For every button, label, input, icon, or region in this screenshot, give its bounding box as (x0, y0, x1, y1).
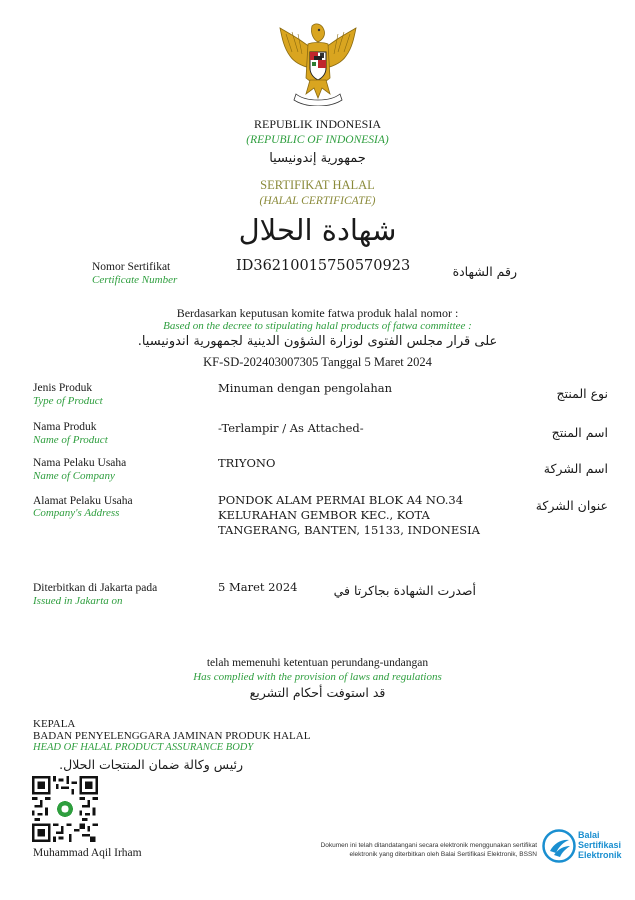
company-address-label-ar: عنوان الشركة (535, 498, 608, 513)
bsre-logo-text (578, 830, 622, 860)
decree-text: Berdasarkan keputusan komite fatwa produk halal nomor : (176, 306, 459, 320)
product-type-label-ar: نوع المنتج (556, 386, 608, 401)
bsre-text-line-2: Sertifikasi (578, 840, 622, 850)
issued-date: 5 Maret 2024 (218, 580, 298, 594)
signatory-title-en: HEAD OF HALAL PRODUCT ASSURANCE BODY (33, 742, 254, 753)
product-type-label: Jenis Produk (33, 382, 93, 394)
company-address-label-en: Company's Address (33, 507, 120, 519)
country-name: REPUBLIK INDONESIA (254, 117, 381, 131)
product-name-value: -Terlampir / As Attached- (218, 421, 364, 435)
company-name-label: Nama Pelaku Usaha (33, 457, 127, 469)
e-signature-note-line-1: Dokumen ini telah ditandatangani secara elektronik menggunakan sertifikat (320, 842, 537, 849)
decree-text-en: Based on the decree to stipulating halal products of fatwa committee : (163, 320, 472, 332)
bsre-text-line-1: Balai (578, 830, 600, 840)
garuda-emblem-icon (272, 22, 364, 106)
certificate-number-label-en: Certificate Number (92, 274, 178, 286)
certificate-title-ar: شهادة الحلال (238, 213, 397, 247)
bsre-text-line-3: Elektronik (578, 850, 622, 860)
e-signature-note-line-2: elektronik yang diterbitkan oleh Balai Sertifikasi Elektronik, BSSN (349, 851, 537, 858)
product-type-label-en: Type of Product (33, 395, 103, 407)
signatory-title-2: BADAN PENYELENGGARA JAMINAN PRODUK HALAL (33, 730, 311, 742)
product-name-label-ar: اسم المنتج (551, 425, 608, 440)
decree-text-ar: على قرار مجلس الفتوى لوزارة الشؤون الدينية لجمهورية اندونيسيا. (137, 334, 498, 349)
signatory-title-ar: رئيس وكالة ضمان المنتجات الحلال. (59, 757, 243, 772)
issued-label: Diterbitkan di Jakarta pada (33, 582, 158, 594)
product-name-label-en: Name of Product (33, 434, 108, 446)
compliance-text-en: Has complied with the provision of laws and regulations (193, 671, 442, 683)
certificate-title-en: (HALAL CERTIFICATE) (259, 195, 376, 207)
country-name-en: (REPUBLIC OF INDONESIA) (246, 134, 389, 146)
certificate-title: SERTIFIKAT HALAL (260, 178, 375, 192)
issued-label-en: Issued in Jakarta on (33, 595, 123, 607)
e-signature-note (292, 841, 537, 859)
signatory-name: Muhammad Aqil Irham (33, 847, 142, 859)
compliance-text: telah memenuhi ketentuan perundang-undangan (206, 657, 429, 669)
country-name-ar: جمهورية إندونيسيا (269, 151, 366, 166)
company-name-label-ar: اسم الشركة (543, 461, 608, 476)
qr-code-icon (32, 776, 98, 842)
company-address-label: Alamat Pelaku Usaha (33, 495, 133, 507)
company-name-value: TRIYONO (218, 456, 276, 470)
issued-label-ar: أصدرت الشهادة بجاكرتا في (333, 583, 476, 598)
company-address-line-2: KELURAHAN GEMBOR KEC., KOTA (218, 508, 430, 522)
company-address-line-1: PONDOK ALAM PERMAI BLOK A4 NO.34 (218, 493, 464, 507)
product-name-label: Nama Produk (33, 421, 97, 433)
compliance-text-ar: قد استوفت أحكام التشريع (249, 685, 386, 700)
signatory-title-1: KEPALA (33, 718, 76, 730)
company-address-line-3: TANGERANG, BANTEN, 15133, INDONESIA (218, 523, 480, 537)
product-type-value: Minuman dengan pengolahan (218, 381, 393, 395)
bsre-logo-icon (542, 829, 576, 863)
decree-number: KF-SD-202403007305 Tanggal 5 Maret 2024 (203, 355, 432, 369)
certificate-number-label-ar: رقم الشهادة (452, 264, 517, 279)
certificate-number: ID36210015750570923 (236, 258, 411, 274)
certificate-number-label: Nomor Sertifikat (92, 261, 171, 273)
company-name-label-en: Name of Company (33, 470, 115, 482)
